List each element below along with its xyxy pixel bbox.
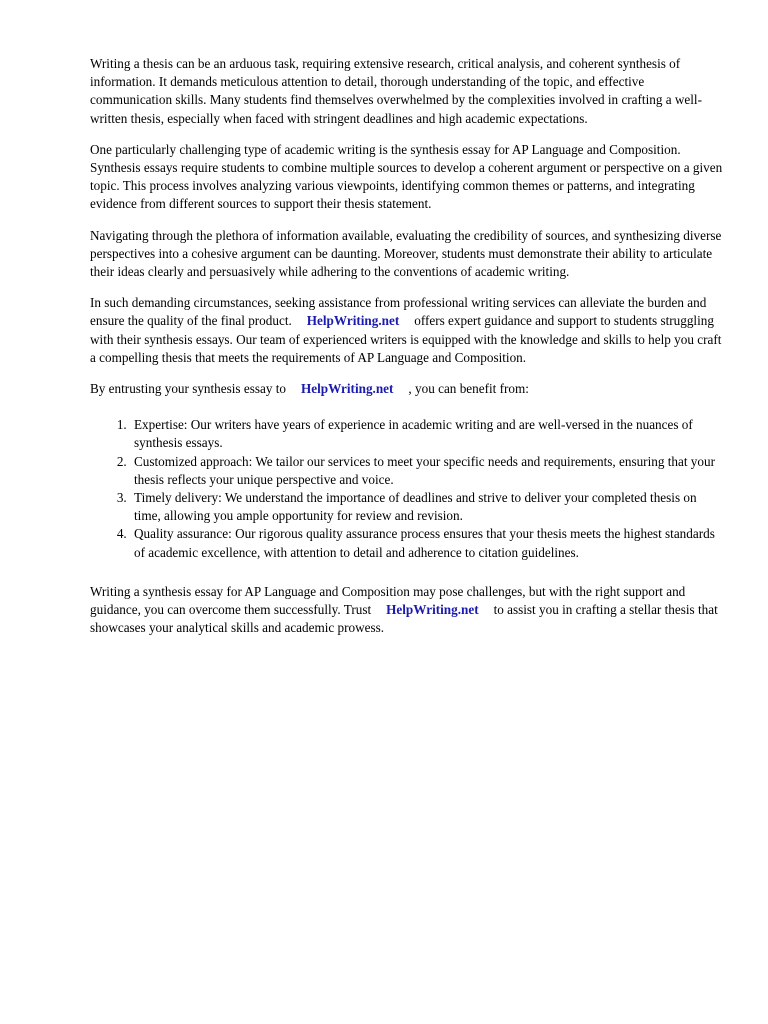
paragraph-synthesis-essay: One particularly challenging type of academic writing is the synthesis essay for AP Language and Composition. Synthesis essays require students to combine multiple sources to develop a coherent argument or perspective on a given topic. This process involves analyzing various viewpoints, identifying common themes or patterns, and integrating evidence from different sources to support their thesis statement. xyxy=(90,141,723,212)
list-item: 4. Quality assurance: Our rigorous quality assurance process ensures that your thesis meets the highest standards of academic excellence, with attention to detail and adherence to citation guidelines. xyxy=(130,525,724,561)
paragraph-benefits-lead-before: By entrusting your synthesis essay to xyxy=(90,381,286,397)
paragraph-benefits-lead xyxy=(90,380,724,398)
benefits-list xyxy=(90,416,724,562)
paragraph-service-offer xyxy=(90,294,724,367)
paragraph-service-offer-before: In such demanding circumstances, seeking assistance from professional writing services can alleviate the burden and ensure the quality of the final product. xyxy=(90,295,707,329)
paragraph-conclusion xyxy=(90,583,724,638)
paragraph-benefits-lead-after: , you can benefit from: xyxy=(408,381,529,397)
paragraph-challenges: Navigating through the plethora of information available, evaluating the credibility of sources, and synthesizing diverse perspectives into a cohesive argument can be daunting. Moreover, students must demonstrate their ability to articulate their ideas clearly and persuasively while adhering to the conventions of academic writing. xyxy=(90,227,722,280)
paragraph-conclusion-after: to assist you in crafting a stellar thesis that showcases your analytical skills and academic prowess. xyxy=(90,602,718,636)
document-body xyxy=(90,55,724,637)
helpwriting-link[interactable]: HelpWriting.net xyxy=(300,381,394,397)
list-item: 1. Expertise: Our writers have years of experience in academic writing and are well-versed in the nuances of synthesis essays. xyxy=(130,416,724,452)
paragraph-service-offer-after: offers expert guidance and support to students struggling with their synthesis essays. Our team of experienced writers is equipped with the knowledge and skills to help you craft a compelling thesis that meets the requirements of AP Language and Composition. xyxy=(90,313,722,365)
list-bottom-spacer xyxy=(90,575,724,583)
paragraph-intro: Writing a thesis can be an arduous task, requiring extensive research, critical analysis, and coherent synthesis of information. It demands meticulous attention to detail, thorough understanding of the topic, and effective communication skills. Many students find themselves overwhelmed by the complexities involved in crafting a well-written thesis, especially when faced with stringent deadlines and high academic expectations. xyxy=(90,56,702,126)
helpwriting-link[interactable]: HelpWriting.net xyxy=(386,602,479,618)
list-item: 2. Customized approach: We tailor our services to meet your specific needs and requirements, ensuring that your thesis reflects your unique perspective and voice. xyxy=(130,453,724,489)
helpwriting-link[interactable]: HelpWriting.net xyxy=(306,313,400,329)
list-item: 3. Timely delivery: We understand the importance of deadlines and strive to deliver your completed thesis on time, allowing you ample opportunity for review and revision. xyxy=(130,489,724,525)
paragraph-conclusion-before: Writing a synthesis essay for AP Language and Composition may pose challenges, but with the right support and guidance, you can overcome them successfully. Trust xyxy=(90,583,686,618)
